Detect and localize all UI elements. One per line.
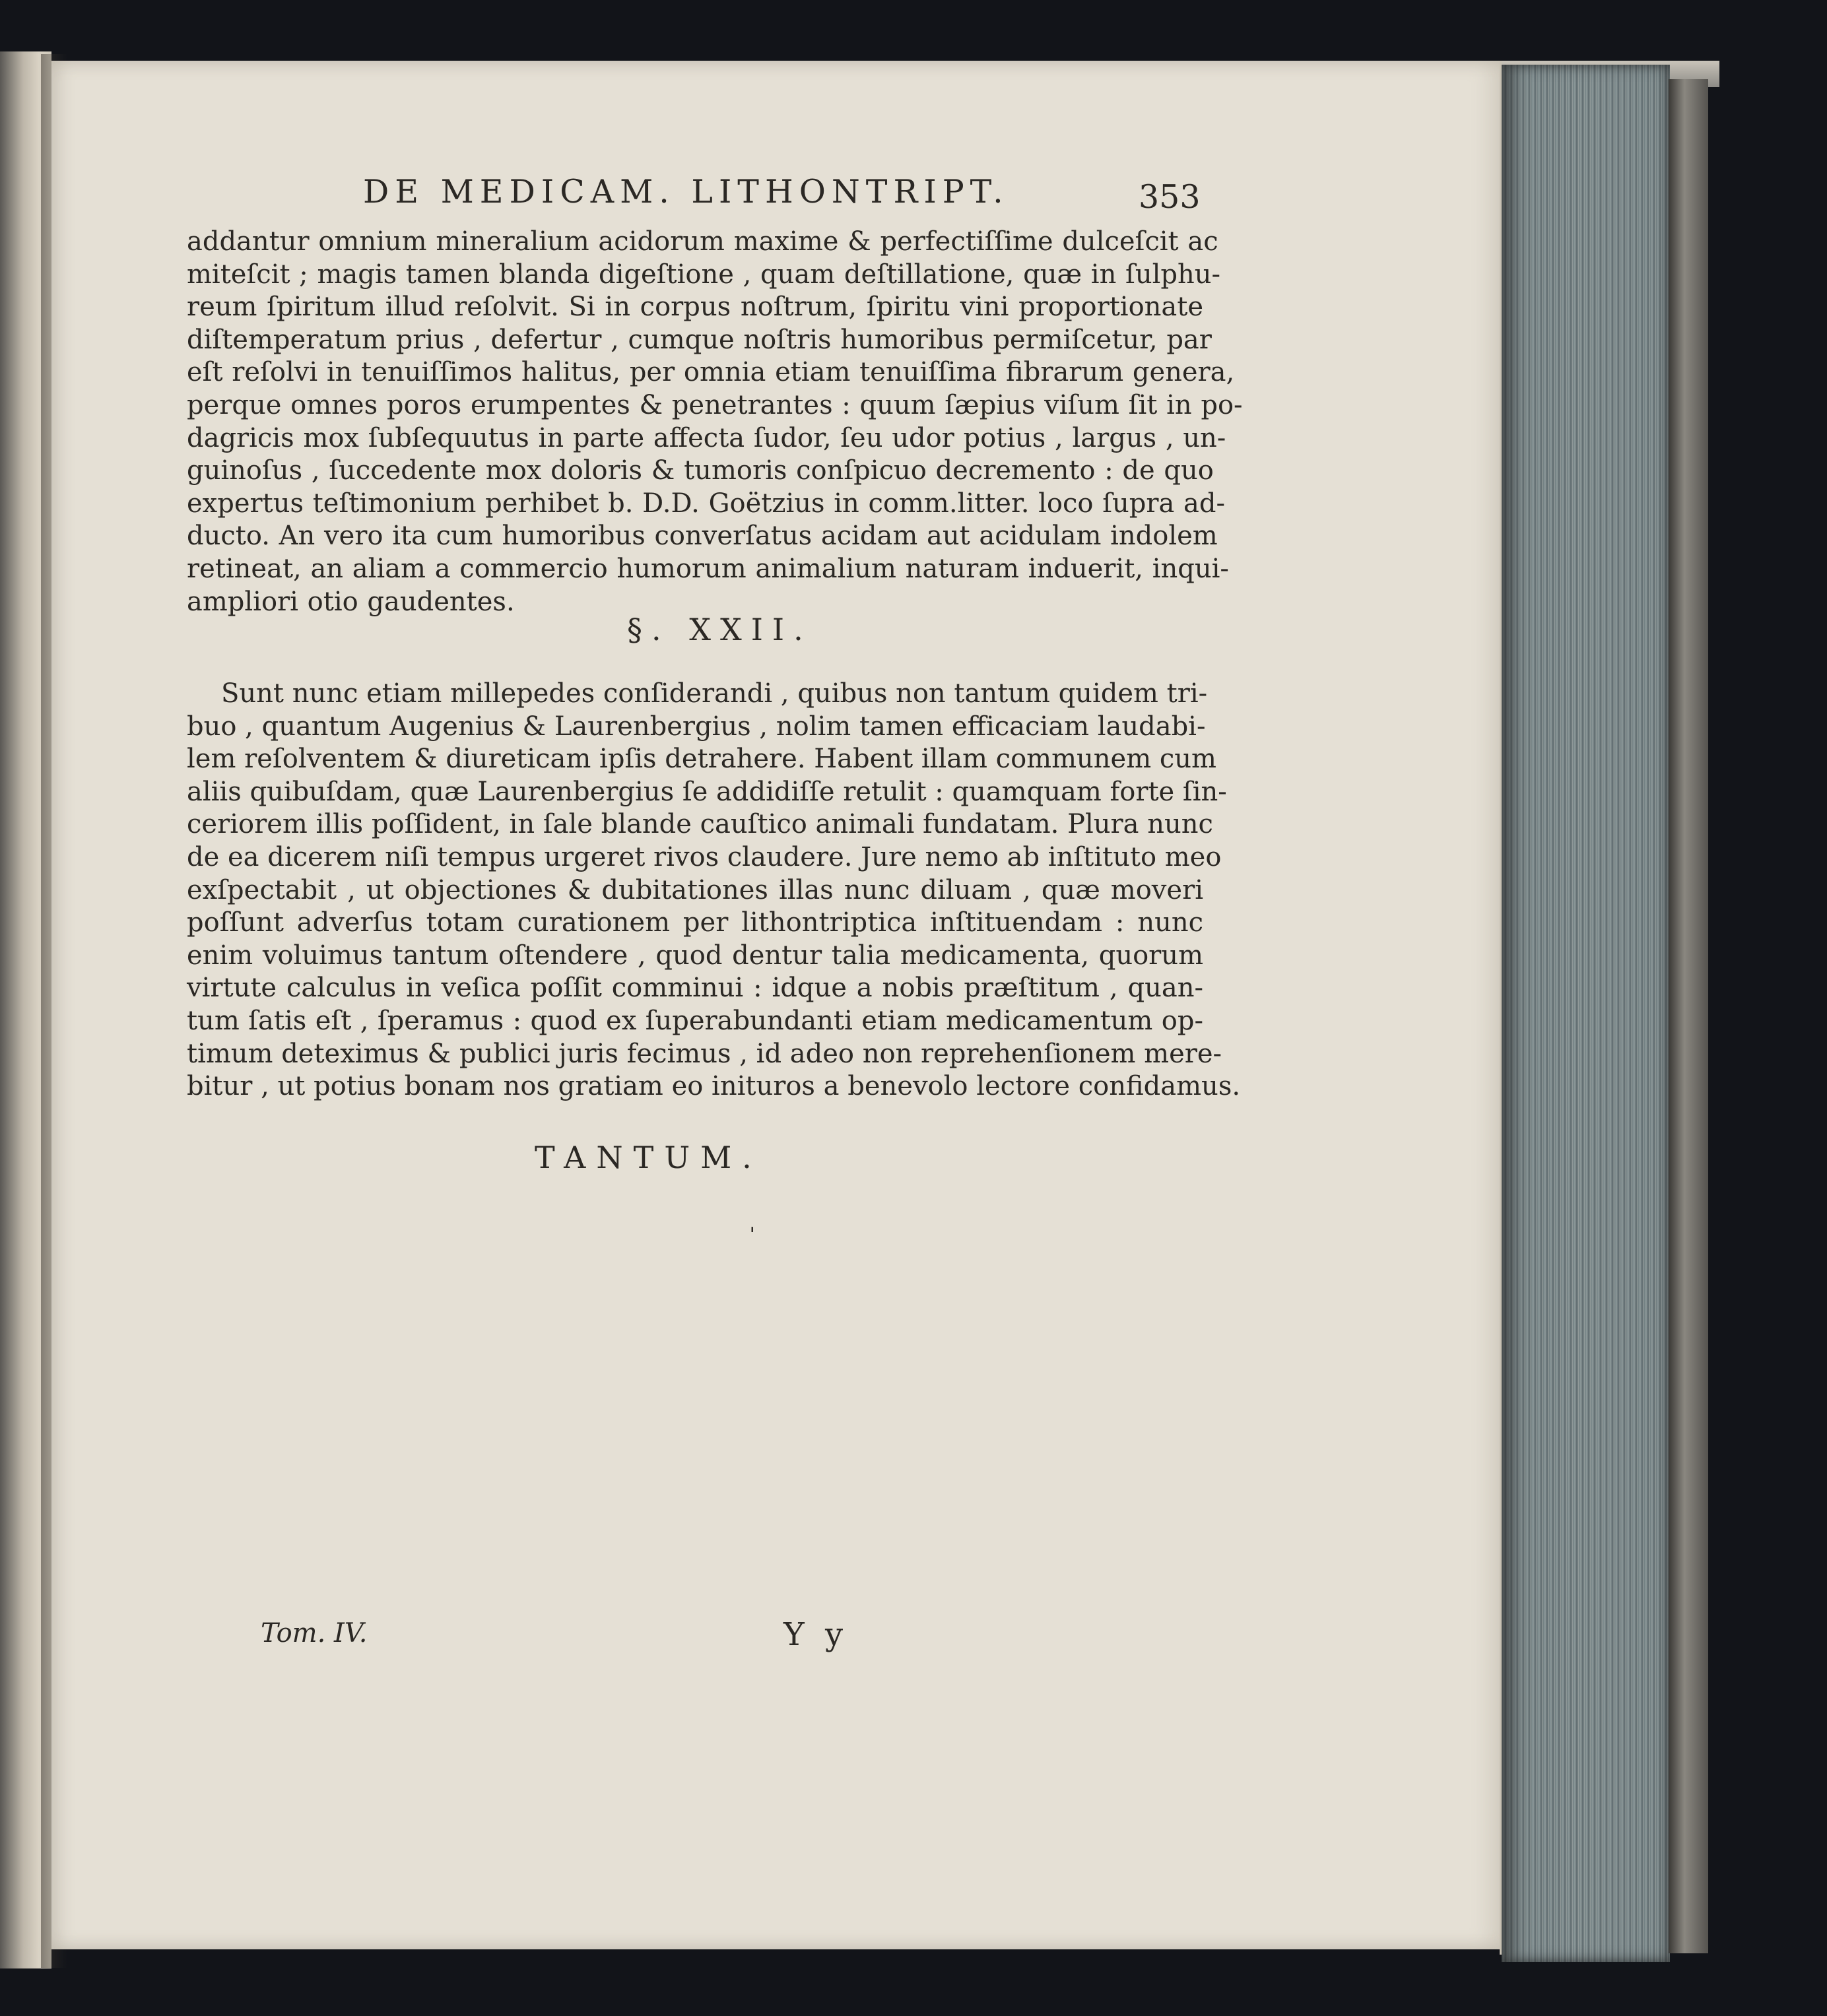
text-line: enim voluimus tantum oſtendere , quod dentur talia medicamenta, quorum (187, 940, 1203, 971)
text-line: de ea dicerem niſi tempus urgeret rivos claudere. Jure nemo ab inſtituto meo (187, 841, 1222, 872)
text-line: eſt reſolvi in tenuiſſimos halitus, per omnia etiam tenuiſſima fibrarum genera, (187, 357, 1235, 388)
text-line: dagricis mox ſubſequutus in parte affecta ſudor, ſeu udor potius , largus , un- (187, 422, 1226, 453)
text-line: tum ſatis eſt , ſperamus : quod ex ſuperabundanti etiam medicamentum op- (187, 1005, 1203, 1036)
text-line: retineat, an aliam a commercio humorum animalium naturam induerit, inqui- (187, 553, 1229, 584)
text-line: ducto. An vero ita cum humoribus converſatus acidam aut acidulam indolem (187, 521, 1218, 552)
book-cover-edge (1669, 79, 1708, 1953)
text-line: lem reſolventem & diureticam ipſis detrahere. Habent illam communem cum (187, 744, 1216, 775)
text-line: poſſunt adverſus totam curationem per lithontriptica inſtituendam : nunc (187, 907, 1203, 938)
paragraph-1 (187, 226, 1243, 618)
paragraph-2 (187, 678, 1241, 1103)
text-line: guinoſus , ſuccedente mox doloris & tumoris conſpicuo decremento : de quo (187, 455, 1214, 486)
running-head-title: DE MEDICAM. LITHONTRIPT. (363, 173, 1009, 211)
signature-mark: Y y (783, 1616, 849, 1653)
text-line: virtute calculus in veſica poſſit comminui : idque a nobis præſtitum , quan- (187, 973, 1203, 1004)
ink-mark: ˌ (749, 1209, 756, 1235)
text-line: perque omnes poros erumpentes & penetrantes : quum ſæpius viſum ſit in po- (187, 389, 1243, 420)
text-line: aliis quibuſdam, quæ Laurenbergius ſe addidiſſe retulit : quamquam forte ſin- (187, 776, 1227, 807)
text-line: expertus teſtimonium perhibet b. D.D. Goëtzius in comm.litter. loco ſupra ad- (187, 488, 1226, 519)
closing-word: TANTUM. (535, 1140, 762, 1175)
text-line: buo , quantum Augenius & Laurenbergius , nolim tamen efficaciam laudabi- (187, 711, 1206, 742)
text-line: reum ſpiritum illud reſolvit. Si in corpus noſtrum, ſpiritu vini proportionate (187, 292, 1203, 323)
section-heading: §. XXII. (627, 612, 813, 647)
running-head (363, 173, 1228, 219)
text-line: exſpectabit , ut objectiones & dubitationes illas nunc diluam , quæ moveri (187, 874, 1203, 905)
text-line: ceriorem illis poſſident, in ſale blande cauſtico animali fundatam. Plura nunc (187, 809, 1213, 840)
text-line: bitur , ut potius bonam nos gratiam eo inituros a benevolo lectore confidamus. (187, 1071, 1241, 1102)
text-line: miteſcit ; magis tamen blanda digeſtione , quam deſtillatione, quæ in ſulphu- (187, 259, 1221, 290)
text-line: Sunt nunc etiam millepedes conſiderandi , quibus non tantum quidem tri- (221, 678, 1208, 709)
page-number: 353 (1139, 178, 1201, 216)
volume-note: Tom. IV. (261, 1618, 368, 1648)
text-line: diſtemperatum prius , defertur , cumque noſtris humoribus permiſcetur, par (187, 324, 1212, 355)
text-line: timum deteximus & publici juris fecimus , id adeo non reprehenſionem mere- (187, 1038, 1222, 1069)
text-line: ampliori otio gaudentes. (187, 586, 515, 617)
fore-edge-pages (1502, 65, 1670, 1962)
text-line: addantur omnium mineralium acidorum maxime & perfectiſſime dulceſcit ac (187, 226, 1218, 257)
book-page (51, 61, 1504, 1949)
